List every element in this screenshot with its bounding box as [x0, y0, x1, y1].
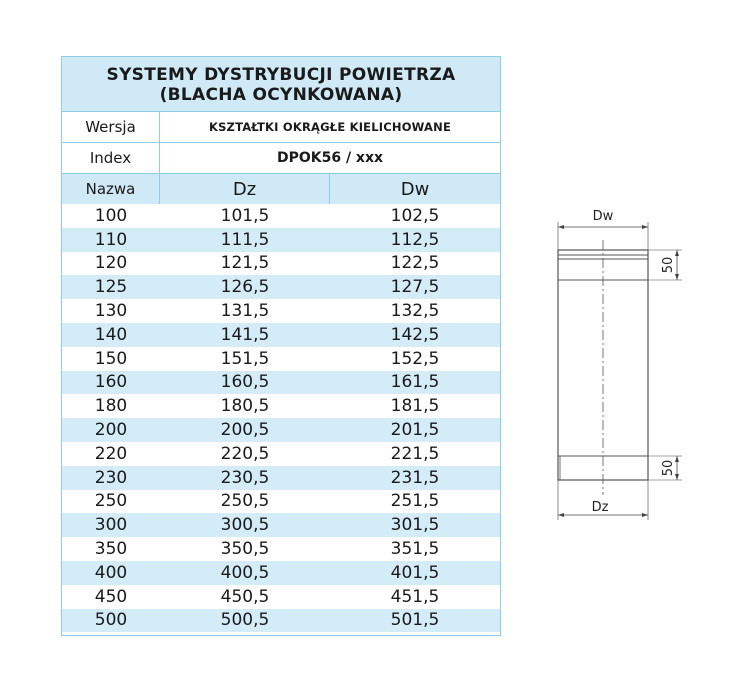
- table-row: [62, 609, 500, 633]
- dz-arrow-left: [558, 513, 564, 517]
- row-dz: 350,5: [220, 539, 270, 560]
- table-row: [62, 442, 500, 466]
- row-dz: 300,5: [220, 515, 270, 536]
- column-header-row: [62, 174, 500, 204]
- row-dz: 126,5: [220, 277, 270, 298]
- row-dz: 200,5: [220, 420, 270, 441]
- row-dz: 230,5: [220, 467, 270, 488]
- data-rows: [62, 204, 500, 632]
- dw-arrow-left: [558, 225, 564, 229]
- row-dz: 101,5: [220, 205, 270, 226]
- row-name: 450: [94, 586, 128, 607]
- version-row: [62, 112, 500, 143]
- table-row: [62, 371, 500, 395]
- table-row: [62, 228, 500, 252]
- row-dw: 122,5: [390, 253, 440, 274]
- index-row: [62, 143, 500, 174]
- row-dw: 501,5: [390, 610, 440, 631]
- row-dw: 181,5: [390, 396, 440, 417]
- top-dim-arrow-up: [675, 250, 679, 256]
- table-row: [62, 537, 500, 561]
- row-dw: 231,5: [390, 467, 440, 488]
- row-name: 200: [94, 420, 128, 441]
- table-row: [62, 490, 500, 514]
- title-line-1: SYSTEMY DYSTRYBUCJI POWIETRZA: [106, 65, 456, 85]
- row-dz: 450,5: [220, 586, 270, 607]
- row-dw: 132,5: [390, 301, 440, 322]
- row-name: 220: [94, 443, 128, 464]
- row-dw: 451,5: [390, 586, 440, 607]
- bottom-dim-label: 50: [661, 459, 676, 477]
- title-line-2: (BLACHA OCYNKOWANA): [159, 85, 403, 105]
- row-name: 130: [94, 301, 128, 322]
- dz-label: Dz: [591, 500, 609, 515]
- top-dim-label: 50: [661, 256, 676, 274]
- row-dz: 250,5: [220, 491, 270, 512]
- row-dz: 111,5: [220, 229, 270, 250]
- table-row: [62, 585, 500, 609]
- row-dz: 400,5: [220, 562, 270, 583]
- table-row: [62, 323, 500, 347]
- row-name: 250: [94, 491, 128, 512]
- table-row: [62, 513, 500, 537]
- row-dw: 161,5: [390, 372, 440, 393]
- row-dz: 131,5: [220, 301, 270, 322]
- row-dw: 221,5: [390, 443, 440, 464]
- index-value: DPOK56 / xxx: [276, 150, 384, 166]
- row-name: 120: [94, 253, 128, 274]
- row-name: 125: [94, 277, 128, 298]
- table-row: [62, 204, 500, 228]
- row-dz: 141,5: [220, 324, 270, 345]
- table-row: [62, 275, 500, 299]
- table-row: [62, 252, 500, 276]
- row-dw: 152,5: [390, 348, 440, 369]
- row-dw: 251,5: [390, 491, 440, 512]
- header-name: Nazwa: [62, 174, 160, 204]
- spec-table: [61, 56, 501, 636]
- dz-arrow-right: [642, 513, 648, 517]
- row-dw: 102,5: [390, 205, 440, 226]
- row-name: 180: [94, 396, 128, 417]
- row-dw: 401,5: [390, 562, 440, 583]
- row-dw: 127,5: [390, 277, 440, 298]
- row-dz: 160,5: [220, 372, 270, 393]
- row-dz: 151,5: [220, 348, 270, 369]
- row-name: 140: [94, 324, 128, 345]
- version-label: Wersja: [62, 112, 160, 142]
- row-dw: 351,5: [390, 539, 440, 560]
- row-name: 150: [94, 348, 128, 369]
- row-dw: 112,5: [390, 229, 440, 250]
- row-dz: 500,5: [220, 610, 270, 631]
- table-row: [62, 394, 500, 418]
- table-row: [62, 418, 500, 442]
- row-dz: 180,5: [220, 396, 270, 417]
- row-dw: 301,5: [390, 515, 440, 536]
- top-dim-arrow-down: [675, 274, 679, 280]
- table-row: [62, 299, 500, 323]
- row-dw: 201,5: [390, 420, 440, 441]
- row-dw: 142,5: [390, 324, 440, 345]
- table-title: [62, 57, 500, 112]
- table-row: [62, 347, 500, 371]
- row-name: 110: [94, 229, 128, 250]
- table-row: [62, 561, 500, 585]
- dw-arrow-right: [642, 225, 648, 229]
- row-name: 100: [94, 205, 128, 226]
- row-name: 160: [94, 372, 128, 393]
- dw-label: Dw: [592, 209, 614, 224]
- row-dz: 220,5: [220, 443, 270, 464]
- index-label: Index: [62, 143, 160, 173]
- row-dz: 121,5: [220, 253, 270, 274]
- row-name: 350: [94, 539, 128, 560]
- row-name: 300: [94, 515, 128, 536]
- row-name: 230: [94, 467, 128, 488]
- version-value: KSZTAŁTKI OKRĄGŁE KIELICHOWANE: [208, 120, 452, 134]
- header-dw: Dw: [400, 178, 430, 200]
- header-dz: Dz: [160, 174, 330, 204]
- row-name: 500: [94, 610, 128, 631]
- row-name: 400: [94, 562, 128, 583]
- table-row: [62, 466, 500, 490]
- pipe-diagram: [540, 200, 700, 530]
